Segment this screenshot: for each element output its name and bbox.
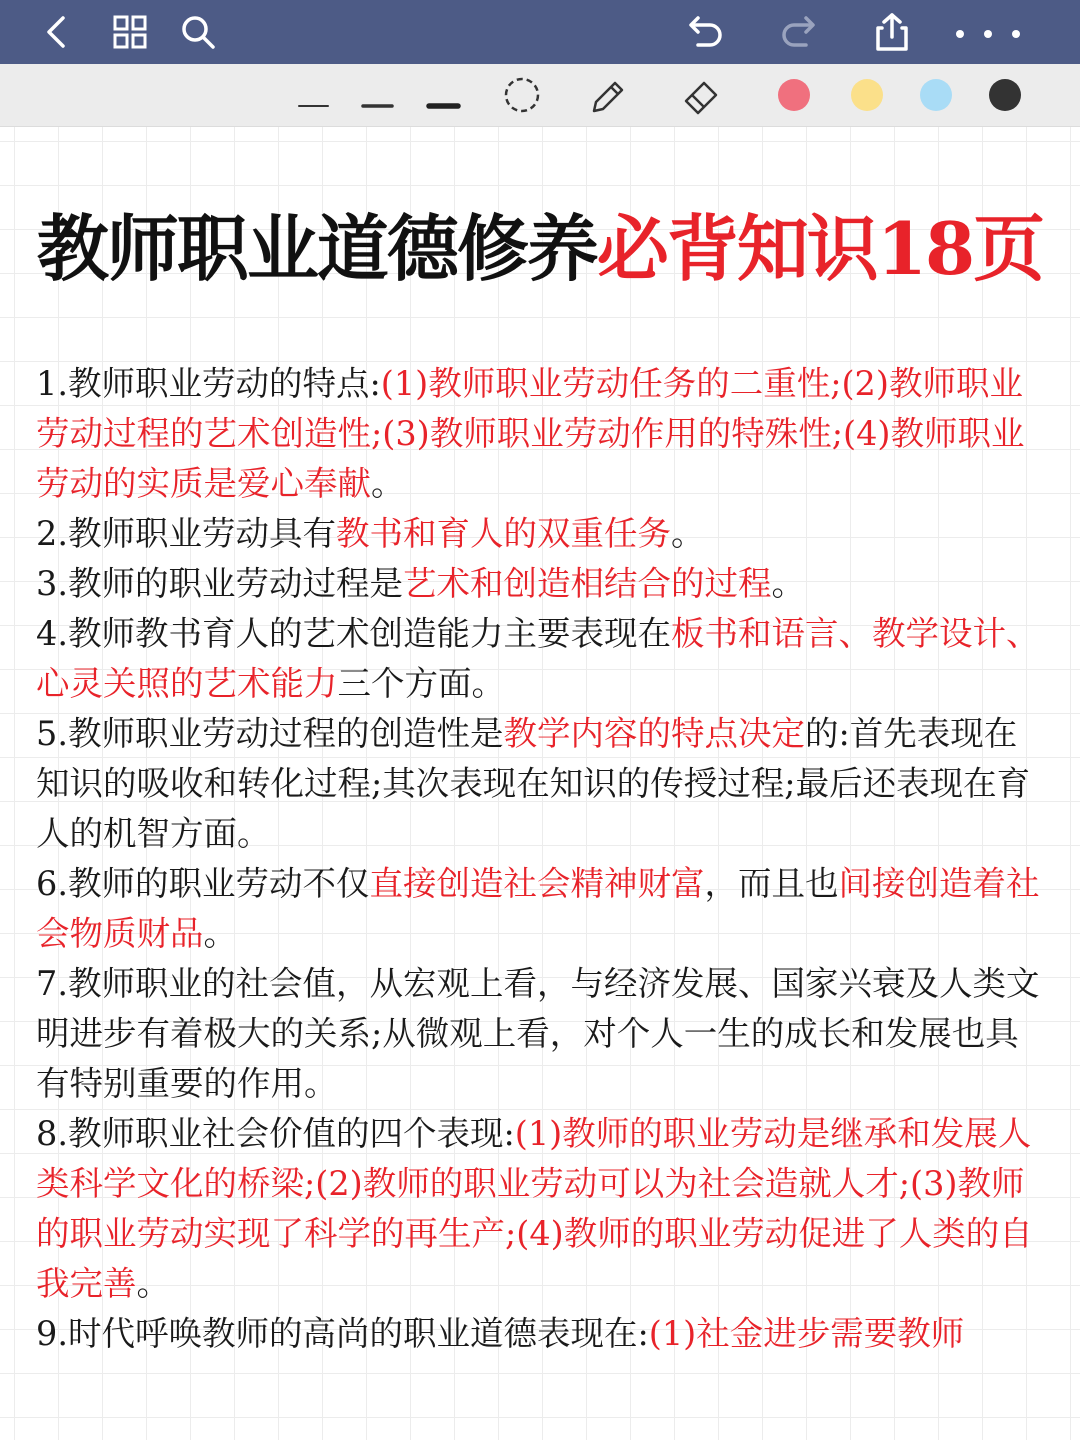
thin-line-icon[interactable] [294, 75, 334, 115]
list-item: 2.教师职业劳动具有教书和育人的双重任务。 [36, 514, 705, 553]
list-item: 6.教师的职业劳动不仅直接创造社会精神财富，而且也间接创造着社会物质财品。 [36, 864, 1040, 953]
drawing-toolbar [0, 64, 1080, 127]
redo-icon[interactable] [776, 10, 820, 54]
list-item: 7.教师职业的社会值，从宏观上看，与经济发展、国家兴衰及人类文明进步有着极大的关系;从微观上看，对个人一生的成长和发展也具有特别重要的作用。 [36, 964, 1040, 1103]
medium-line-icon[interactable] [358, 75, 398, 115]
lasso-icon[interactable] [502, 75, 542, 115]
list-item: 3.教师的职业劳动过程是艺术和创造相结合的过程。 [36, 564, 805, 603]
list-item: 1.教师职业劳动的特点:(1)教师职业劳动任务的二重性;(2)教师职业劳动过程的艺术创造性;(3)教师职业劳动作用的特殊性;(4)教师职业劳动的实质是爱心奉献。 [36, 364, 1025, 503]
list-item: 4.教师教书育人的艺术创造能力主要表现在板书和语言、教学设计、心灵关照的艺术能力三个方面。 [36, 614, 1040, 703]
page-title [0, 191, 1080, 295]
top-nav-bar [0, 0, 1080, 64]
search-icon[interactable] [176, 10, 220, 54]
more-icon[interactable] [950, 10, 1030, 54]
title-black: 教师职业道德修养 [36, 206, 597, 291]
list-item: 5.教师职业劳动过程的创造性是教学内容的特点决定的:首先表现在知识的吸收和转化过程;其次表现在知识的传授过程;最后还表现在育人的机智方面。 [36, 714, 1031, 853]
grid-icon[interactable] [108, 10, 152, 54]
undo-icon[interactable] [684, 10, 728, 54]
thick-line-icon[interactable] [424, 75, 464, 115]
back-icon[interactable] [36, 10, 80, 54]
note-page[interactable] [0, 127, 1080, 1440]
blue-color-swatch[interactable] [920, 79, 952, 111]
black-color-swatch[interactable] [989, 79, 1021, 111]
list-item: 9.时代呼唤教师的高尚的职业道德表现在:(1)社金进步需要教师 [36, 1314, 965, 1353]
pencil-icon[interactable] [586, 75, 626, 115]
share-icon[interactable] [870, 10, 914, 54]
eraser-icon[interactable] [680, 75, 720, 115]
list-item: 8.教师职业社会价值的四个表现:(1)教师的职业劳动是继承和发展人类科学文化的桥梁;(2)教师的职业劳动可以为社会造就人才;(3)教师的职业劳动实现了科学的再生产;(4)教师的职业劳动促进了人类的自我完善。 [36, 1114, 1033, 1303]
yellow-color-swatch[interactable] [851, 79, 883, 111]
title-red: 必背知识18页 [596, 206, 1044, 291]
note-content [36, 359, 1048, 1359]
pink-color-swatch[interactable] [778, 79, 810, 111]
